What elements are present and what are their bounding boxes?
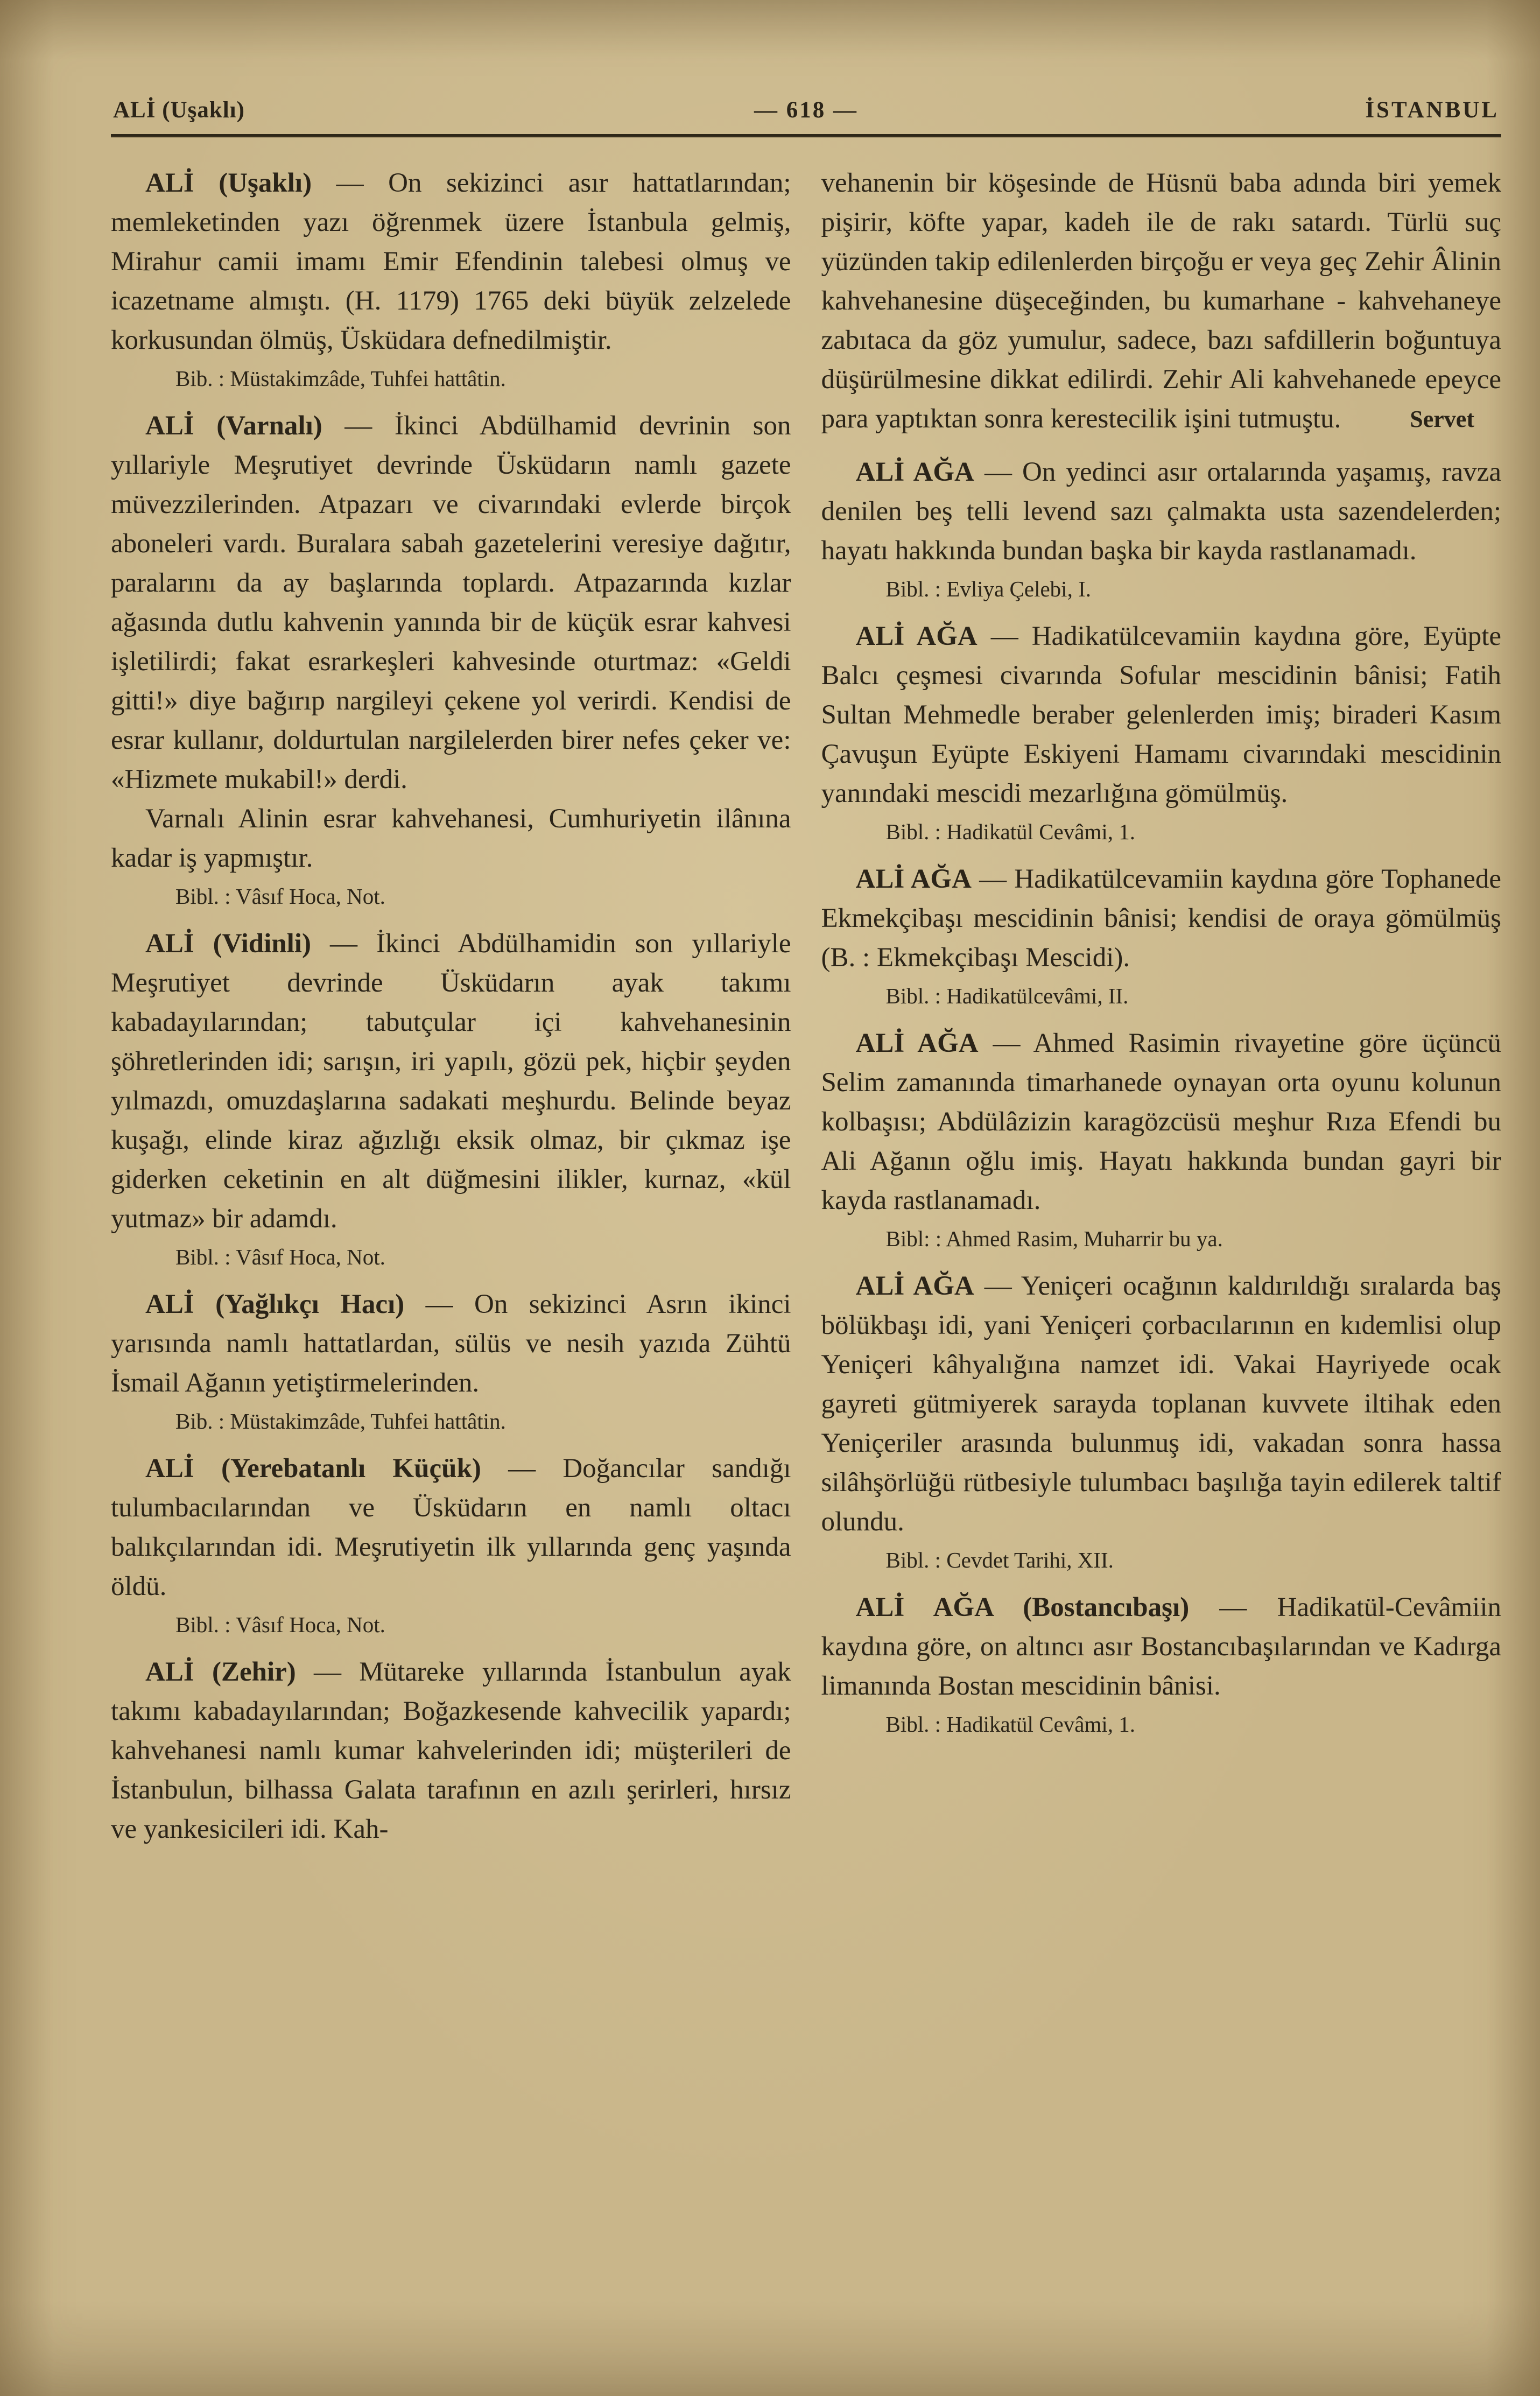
entry-body-text: — İkinci Abdülhamid devrinin son yıllariyle Meşrutiyet devrinde Üsküdarın namlı gazete müvezzilerinden. Atpazarı ve civarındaki evlerde birçok aboneleri vardı. Buralara sabah gazetelerini veresiye dağıtır, paralarını da ay başlarında toplardı. Atpazarında kızlar ağasında dutlu kahvenin yanında bir de küçük esrar kahvesi işletilirdi; fakat esrarkeşleri kahvesinde oturtmaz: «Geldi gitti!» diye bağırıp nargileyi çekene yol verirdi. Kendisi de esrar kullanır, doldurtulan nargilelerden birer nefes çeker ve: «Hizmete mukabil!» derdi.	[111, 411, 791, 795]
entry-bibliography: Bibl. : Vâsıf Hoca, Not.	[175, 1612, 385, 1637]
entry-body-text: — On sekizinci asır hattatlarından; memleketinden yazı öğrenmek üzere İstanbula gelmiş, Mirahur camii imamı Emir Efendinin talebesi olmuş ve icazetname almıştı. (H. 1179) 1765 deki büyük zelzelede korkusundan ölmüş, Üsküdara defnedilmiştir.	[111, 168, 791, 355]
entry-paragraph	[821, 617, 1502, 813]
entry-bibliography: Bibl. : Hadikatülcevâmi, II.	[885, 983, 1129, 1008]
entry-body-text: — Doğancılar sandığı tulumbacılarından ve Üsküdarın en namlı oltacı balıkçılarından idi. Meşrutiyetin ilk yıllarında genç yaşında öldü.	[111, 1453, 791, 1601]
entry-term: ALİ AĞA	[855, 1271, 974, 1301]
author-signature: Servet	[1410, 406, 1474, 432]
entry-ali-aga-1	[821, 453, 1502, 603]
entry-paragraph	[111, 924, 791, 1239]
entry-paragraph	[821, 1024, 1502, 1220]
entry-body-text: — Hadikatülcevamiin kaydına göre Tophanede Ekmekçibaşı mescidinin bânisi; kendisi de oraya gömülmüş (B. : Ekmekçibaşı Mescidi).	[821, 864, 1502, 973]
page-number: — 618 —	[754, 97, 858, 123]
entry-term: ALİ (Yağlıkçı Hacı)	[145, 1289, 405, 1319]
entry-bibliography: Bibl. : Hadikatül Cevâmi, 1.	[885, 819, 1135, 844]
entry-body-text: — Hadikatül-Cevâmiin kaydına göre, on altıncı asır Bostancıbaşılarından ve Kadırga limanında Bostan mescidinin bânisi.	[821, 1592, 1502, 1701]
entry-ali-yaglikci-haci	[111, 1285, 791, 1435]
entry-ali-aga-bostancibasi	[821, 1588, 1502, 1738]
entry-paragraph	[821, 860, 1502, 978]
entry-ali-yerebatanli-kucuk	[111, 1449, 791, 1639]
entry-term: ALİ (Varnalı)	[145, 411, 322, 441]
entry-ali-usakli	[111, 164, 791, 392]
entry-ali-varnali	[111, 406, 791, 910]
entry-ali-zehir-continuation	[821, 164, 1502, 439]
page-body	[111, 164, 1501, 1849]
entry-ali-aga-3	[821, 860, 1502, 1010]
entry-ali-vidinli	[111, 924, 791, 1271]
entry-ali-zehir	[111, 1653, 791, 1849]
column-right	[821, 164, 1502, 1849]
header-rule	[111, 134, 1501, 137]
entry-body-text: — On yedinci asır ortalarında yaşamış, ravza denilen beş telli levend sazı çalmakta usta sazendelerden; hayatı hakkında bundan başka bir kayda rastlanamadı.	[821, 457, 1501, 566]
entry-term: ALİ AĞA	[855, 1028, 979, 1058]
entry-body-text: — İkinci Abdülhamidin son yıllariyle Meşrutiyet devrinde Üsküdarın ayak takımı kabadayılarından; tabutçular içi kahvehanesinin şöhretlerinden idi; sarışın, iri yapılı, gözü pek, hiçbir şeyden yılmazdı, omuzdaşlarına sadakati meşhurdu. Belinde beyaz kuşağı, elinde kiraz ağızlığı eksik olmaz, bir çıkmaz işe giderken ceketinin en alt düğmesini ilikler, kurnaz, «kül yutmaz» bir adamdı.	[111, 929, 791, 1234]
entry-term: ALİ AĞA (Bostancıbaşı)	[855, 1592, 1190, 1622]
entry-ali-aga-4	[821, 1024, 1502, 1253]
running-head-right: İSTANBUL	[1365, 97, 1499, 123]
entry-bibliography: Bib. : Müstakimzâde, Tuhfei hattâtin.	[175, 366, 506, 391]
entry-bibliography: Bibl. : Vâsıf Hoca, Not.	[175, 1245, 385, 1269]
entry-bibliography: Bibl. : Cevdet Tarihi, XII.	[885, 1548, 1114, 1572]
entry-term: ALİ AĞA	[855, 864, 972, 894]
entry-paragraph	[111, 1653, 791, 1849]
entry-paragraph	[111, 406, 791, 799]
entry-term: ALİ AĞA	[855, 457, 974, 487]
entry-paragraph	[111, 1285, 791, 1403]
entry-ali-aga-2	[821, 617, 1502, 846]
entry-paragraph	[111, 164, 791, 360]
entry-term: ALİ AĞA	[855, 621, 978, 651]
entry-paragraph	[821, 453, 1502, 571]
entry-body-text: — Hadikatülcevamiin kaydına göre, Eyüpte Balcı çeşmesi civarında Sofular mescidinin bânisi; Fatih Sultan Mehmedle beraber gelenlerden imiş; biraderi Kasım Çavuşun Eyüpte Eskiyeni Hamamı civarındaki mescidinin yanındaki mescidi mezarlığına gömülmüş.	[821, 621, 1501, 809]
entry-paragraph	[821, 1267, 1502, 1542]
page-header	[111, 97, 1501, 123]
entry-bibliography: Bib. : Müstakimzâde, Tuhfei hattâtin.	[175, 1409, 506, 1434]
entry-bibliography: Bibl. : Vâsıf Hoca, Not.	[175, 884, 385, 909]
entry-bibliography: Bibl: : Ahmed Rasim, Muharrir bu ya.	[885, 1226, 1223, 1251]
running-head-left: ALİ (Uşaklı)	[113, 97, 245, 123]
entry-paragraph	[111, 1449, 791, 1606]
column-left	[111, 164, 791, 1849]
entry-term: ALİ (Yerebatanlı Küçük)	[145, 1453, 481, 1484]
entry-ali-aga-5	[821, 1267, 1502, 1574]
entry-paragraph: Varnalı Alinin esrar kahvehanesi, Cumhuriyetin ilânına kadar iş yapmıştır.	[111, 804, 791, 873]
entry-paragraph	[821, 164, 1502, 439]
entry-body-text: — Yeniçeri ocağının kaldırıldığı sıralarda baş bölükbaşı idi, yani Yeniçeri çorbacılarının en kıdemlisi olup Yeniçeri kâhyalığına namzet idi. Vakai Hayriyede ocak gayreti gütmiyerek sarayda toplanan kuvvete iltihak eden Yeniçeriler arasında bulunmuş idi, vakadan sonra hassa silâhşörlüğü rütbesiyle tulumbacı başılığa tayin edilerek taltif olundu.	[821, 1271, 1502, 1537]
entry-term: ALİ (Zehir)	[145, 1657, 296, 1687]
entry-body-text: vehanenin bir köşesinde de Hüsnü baba adında biri yemek pişirir, köfte yapar, kadeh ile de rakı satardı. Türlü suç yüzünden takip edilenlerden birçoğu er veya geç Zehir Âlinin kahvehanesine düşeceğinden, bu kumarhane - kahvehaneye zabıtaca da göz yumulur, sadece, bazı safdillerin boğuntuya düşürülmesine dikkat edilirdi. Zehir Ali kahvehanede epeyce para yaptıktan sonra kerestecilik işini tutmuştu.	[821, 168, 1501, 434]
entry-bibliography: Bibl. : Evliya Çelebi, I.	[885, 577, 1091, 601]
entry-term: ALİ (Vidinli)	[145, 929, 311, 959]
entry-paragraph	[821, 1588, 1502, 1706]
entry-term: ALİ (Uşaklı)	[145, 168, 312, 198]
entry-body-text: — On sekizinci Asrın ikinci yarısında namlı hattatlardan, sülüs ve nesih yazıda Zühtü İsmail Ağanın yetiştirmelerinden.	[111, 1289, 791, 1398]
entry-body-text: — Mütareke yıllarında İstanbulun ayak takımı kabadayılarından; Boğazkesende kahvecilik yapardı; kahvehanesi namlı kumar kahvelerinden idi; müşterileri de İstanbulun, bilhassa Galata tarafının en azılı şerirleri, hırsız ve yankesicileri idi. Kah-	[111, 1657, 791, 1844]
entry-body-text: — Ahmed Rasimin rivayetine göre üçüncü Selim zamanında timarhanede oynayan orta oyunu kolunun kolbaşısı; Abdülâzizin karagözcüsü meşhur Rıza Efendi bu Ali Ağanın oğlu imiş. Hayatı hakkında bundan gayri bir kayda rastlanamadı.	[821, 1028, 1502, 1215]
entry-bibliography: Bibl. : Hadikatül Cevâmi, 1.	[885, 1712, 1135, 1737]
